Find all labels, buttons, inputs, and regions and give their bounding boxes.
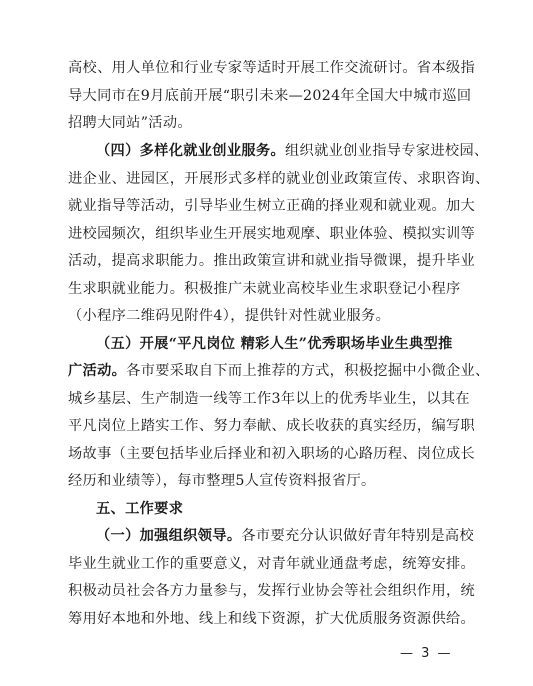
section-title: 五、工作要求: [96, 501, 184, 517]
text-line: 城乡基层、生产制造一线等工作3年以上的优秀毕业生，以其在: [68, 391, 470, 407]
text-line: 毕业生就业工作的重要意义，对青年就业通盘考虑，统筹安排。: [68, 556, 476, 572]
page-number: — 3 —: [400, 646, 453, 661]
text-line: 导大同市在9月底前开展“职引未来—2024年全国大中城市巡回: [68, 88, 472, 104]
text-line: （小程序二维码见附件4），提供针对性就业服务。: [68, 308, 391, 324]
paragraph-line: [68, 361, 490, 381]
text-run: 各市要采取自下而上推荐的方式，积极挖掘中小微企业、: [126, 363, 490, 379]
text-line: 进企业、进园区，开展形式多样的就业创业政策宣传、求职咨询、: [68, 171, 490, 187]
text-line: 进校园频次，组织毕业生开展实地观摩、职业体验、模拟实训等: [68, 226, 476, 242]
paragraph-first-line: [96, 526, 474, 546]
text-line: 招聘大同站”活动。: [68, 115, 192, 131]
paragraph-first-line: [96, 141, 489, 161]
section-heading-tail: 广活动。: [68, 363, 127, 379]
text-line: 平凡岗位上踏实工作、努力奉献、成长收获的真实经历，编写职: [68, 418, 476, 434]
section-heading: （五）开展“平凡岗位 精彩人生”优秀职场毕业生典型推: [96, 336, 453, 352]
text-line: 积极动员社会各方力量参与，发挥行业协会等社会组织作用，统: [68, 583, 476, 599]
section-heading: （一）加强组织领导。: [96, 528, 242, 544]
text-line: 生求职就业能力。积极推广未就业高校毕业生求职登记小程序: [68, 281, 461, 297]
text-run: 组织就业创业指导专家进校园、: [285, 143, 489, 159]
text-line: 活动，提高求职能力。推出政策宣讲和就业指导微课，提升毕业: [68, 253, 476, 269]
text-run: 各市要充分认识做好青年特别是高校: [241, 528, 474, 544]
text-line: 高校、用人单位和行业专家等适时开展工作交流研讨。省本级指: [68, 60, 476, 76]
text-line: 场故事（主要包括毕业后择业和初入职场的心路历程、岗位成长: [68, 446, 476, 462]
section-heading: （四）多样化就业创业服务。: [96, 143, 285, 159]
text-line: 就业指导等活动，引导毕业生树立正确的择业观和就业观。加大: [68, 198, 476, 214]
text-line: 筹用好本地和外地、线上和线下资源，扩大优质服务资源供给。: [68, 611, 476, 627]
text-line: 经历和业绩等），每市整理5人宣传资料报省厅。: [68, 473, 376, 489]
